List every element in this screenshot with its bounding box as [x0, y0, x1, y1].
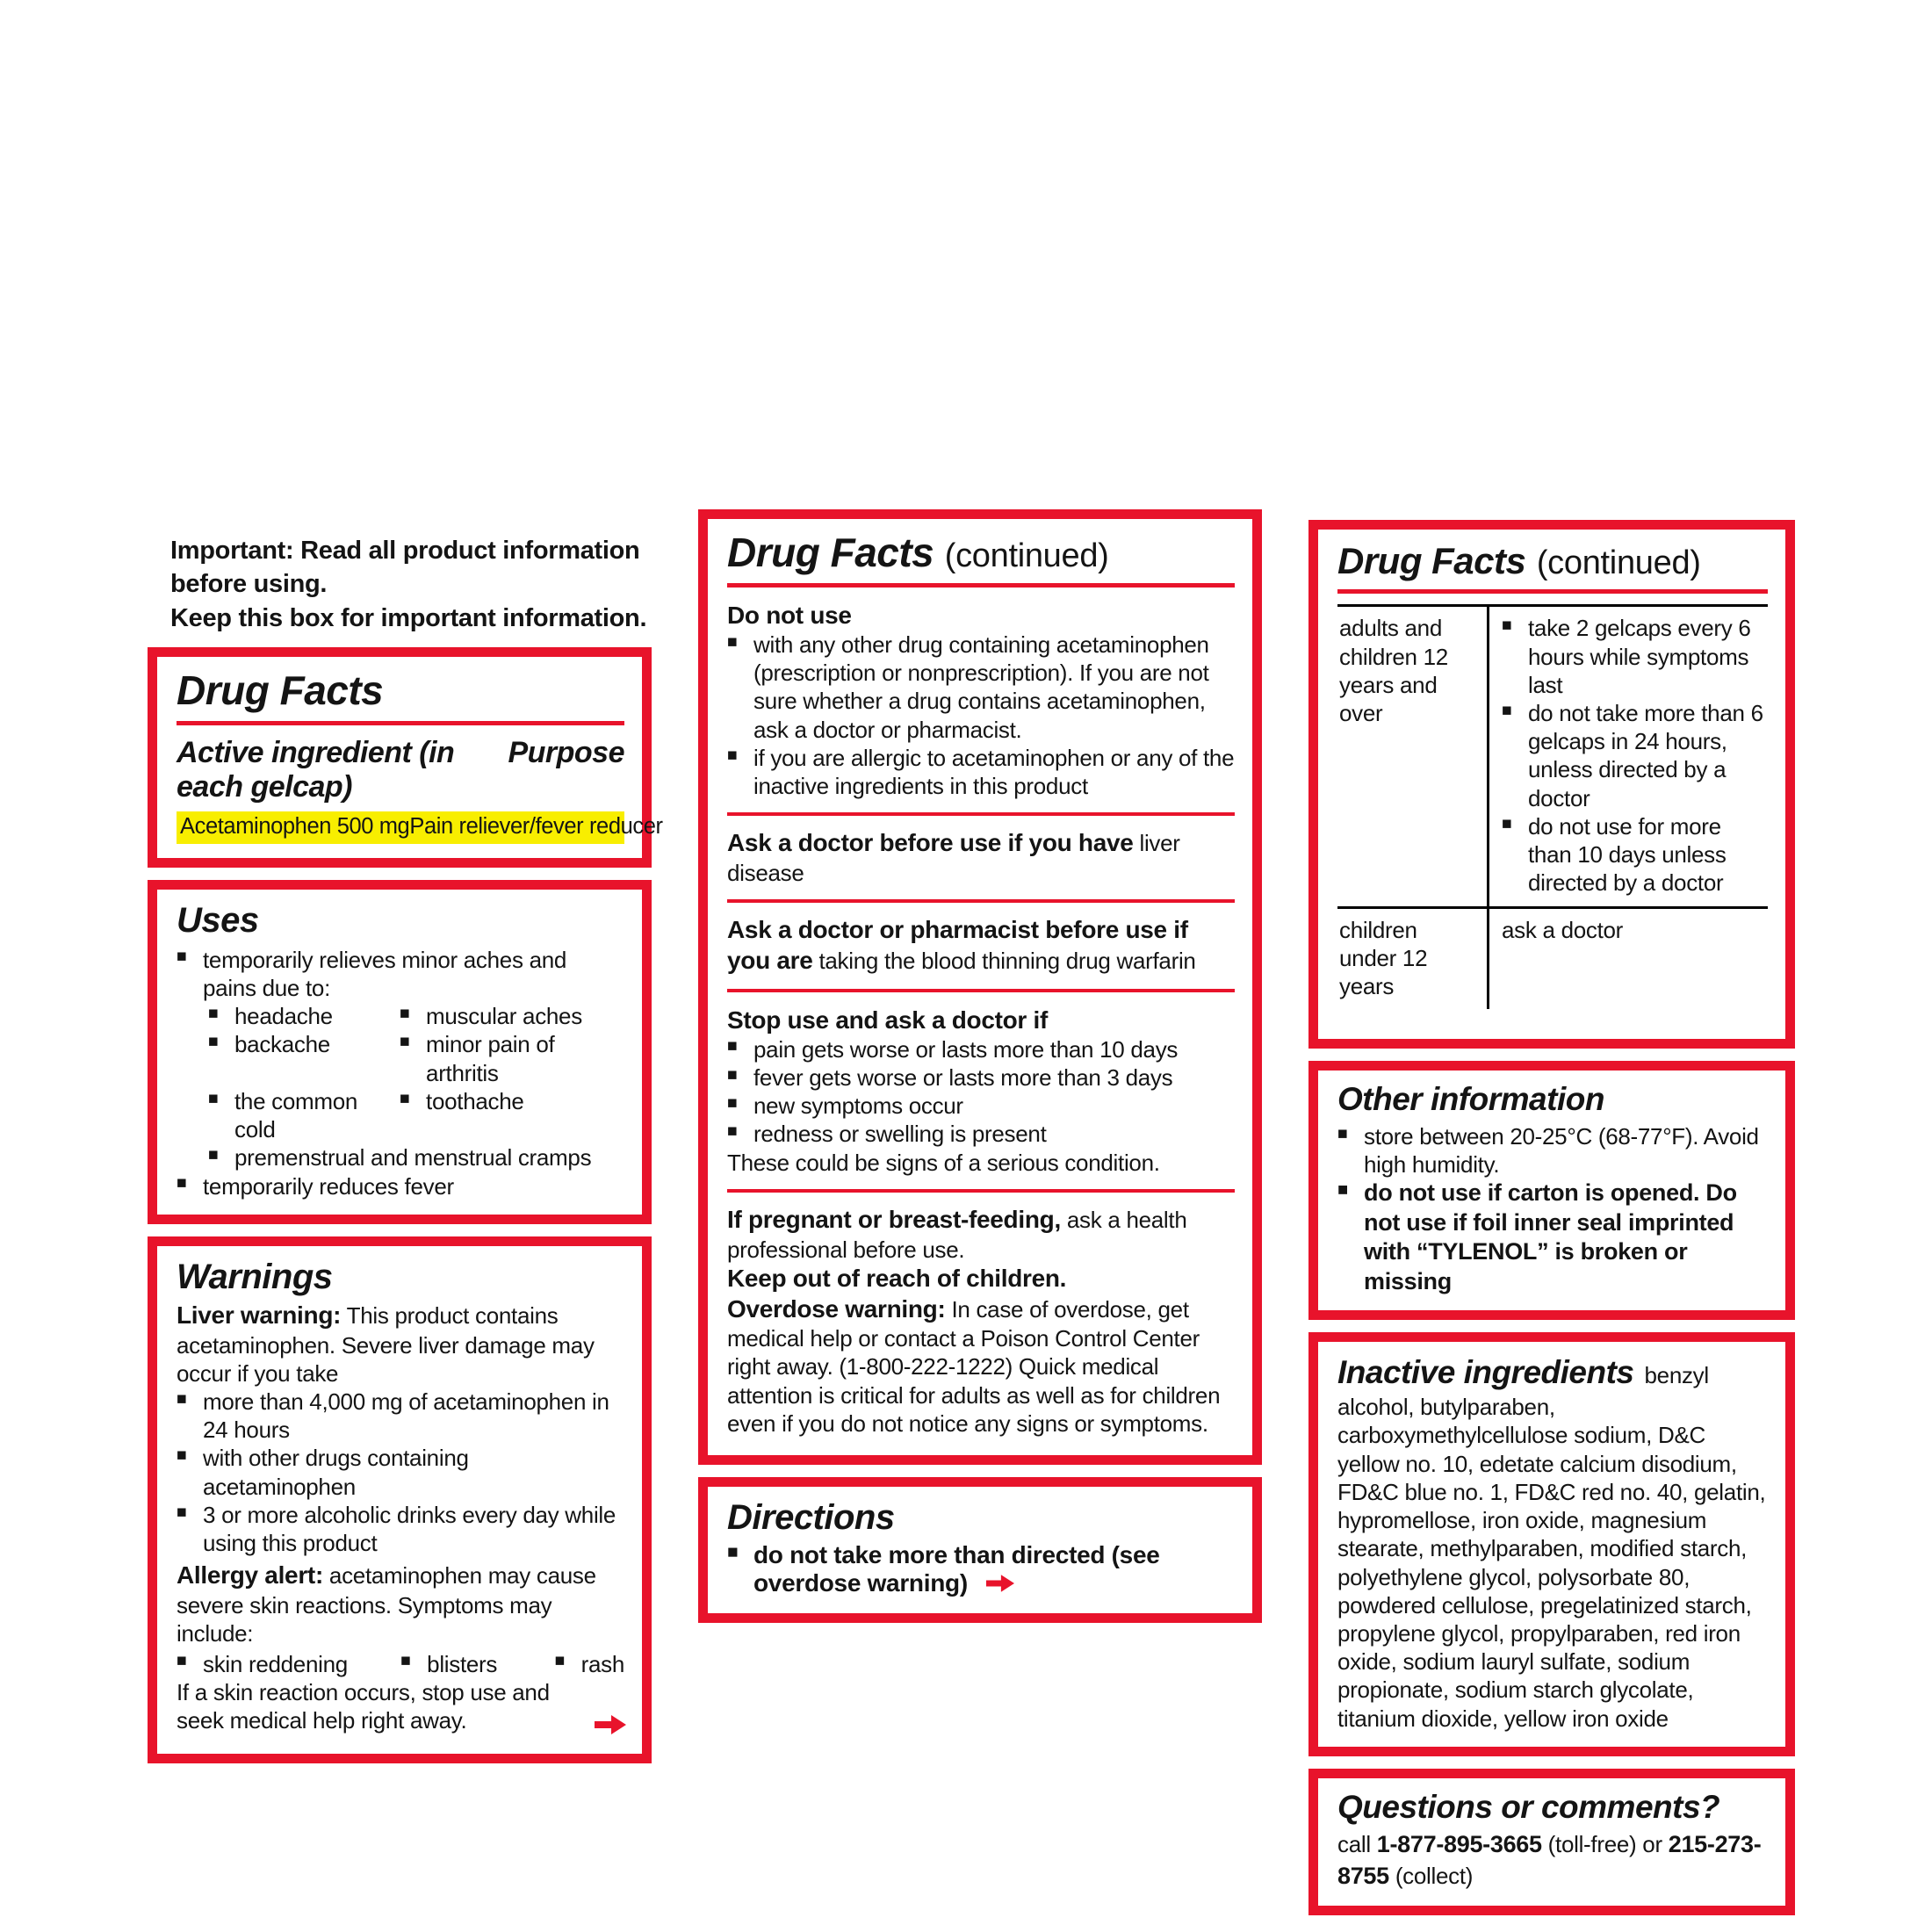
- warnings-box: [148, 1236, 652, 1763]
- dosage-row-label: adults and children 12 years and over: [1337, 607, 1487, 908]
- continue-arrow-icon: [595, 1714, 626, 1740]
- uses-title: Uses: [177, 900, 259, 940]
- important-note-line1: Important: Read all product information before using.: [170, 537, 640, 599]
- directions-box: [698, 1477, 1262, 1623]
- important-note-line2: Keep this box for important information.: [170, 603, 647, 632]
- phone2-suffix: (collect): [1395, 1862, 1474, 1889]
- dosage-row-label: children under 12 years: [1339, 916, 1428, 1000]
- overdose-rest: In case of overdose, get medical help or contact a Poison Control Center right away. (1-800-222-1222) Quick medical attention is critical for adults as well as for children even if you do not notice any signs or symptoms.: [727, 1295, 1221, 1437]
- phone-toll-free: 1-877-895-3665: [1376, 1831, 1542, 1858]
- divider: [1337, 589, 1768, 594]
- panel-left: [148, 534, 663, 1776]
- do-not-use-section: [727, 598, 1235, 804]
- allergy-symptom: ■ blisters: [400, 1650, 554, 1678]
- keep-out-of-reach: Keep out of reach of children.: [727, 1264, 1067, 1292]
- contact-line: [1337, 1829, 1768, 1891]
- divider: [727, 989, 1235, 992]
- panel-middle: [698, 509, 1262, 1635]
- pregnant-line: [727, 1205, 1235, 1264]
- do-not-use-heading: Do not use: [727, 601, 852, 629]
- dosage-box: [1308, 520, 1795, 1049]
- liver-warning-bullet: ■ 3 or more alcoholic drinks every day while using this product: [177, 1501, 624, 1557]
- dosage-row-content: ask a doctor: [1487, 909, 1768, 1010]
- stop-use-bullet: ■ new symptoms occur: [727, 1092, 1235, 1120]
- divider: [727, 812, 1235, 816]
- drug-facts-title: Drug Facts: [177, 667, 384, 713]
- drug-facts-continued-box: [698, 509, 1262, 1465]
- use-condition: ■ toothache: [400, 1087, 624, 1143]
- allergy-symptom: ■ skin reddening: [177, 1650, 400, 1678]
- stop-use-bullet: ■ pain gets worse or lasts more than 10 days: [727, 1035, 1235, 1063]
- drug-facts-box: [148, 647, 663, 868]
- use-condition: ■ the common cold: [208, 1087, 400, 1143]
- inactive-ingredients-box: [1308, 1332, 1795, 1756]
- continued-label: (continued): [944, 537, 1109, 574]
- liver-warning-bullet: ■ more than 4,000 mg of acetaminophen in 24 hours: [177, 1388, 624, 1444]
- allergy-alert: [177, 1561, 624, 1647]
- stop-use-bullet: ■ redness or swelling is present: [727, 1120, 1235, 1148]
- stop-use-footer: These could be signs of a serious condition.: [727, 1149, 1160, 1176]
- directions-bullet-text: do not take more than directed (see overdose warning): [753, 1541, 1160, 1597]
- active-ingredient-heading-row: [177, 736, 624, 804]
- warnings-title: Warnings: [177, 1257, 333, 1296]
- use-condition: ■ muscular aches: [400, 1002, 624, 1030]
- phone-collect: 215-273-8755: [1337, 1831, 1762, 1889]
- allergy-alert-text: acetaminophen may cause severe skin reactions. Symptoms may include:: [177, 1562, 596, 1647]
- drug-facts-continued-title: [1337, 540, 1768, 582]
- active-ingredient-highlight: [177, 811, 663, 844]
- ask-pharmacist-rest: taking the blood thinning drug warfarin: [818, 947, 1196, 974]
- continued-label: (continued): [1536, 544, 1701, 581]
- allergy-symptom: ■ rash: [555, 1650, 624, 1678]
- questions-title: Questions or comments?: [1337, 1788, 1720, 1825]
- divider: [727, 899, 1235, 903]
- liver-warning-text: This product contains acetaminophen. Severe liver damage may occur if you take: [177, 1301, 595, 1387]
- storage-bullet: ■ store between 20-25°C (68-77°F). Avoid high humidity.: [1337, 1122, 1768, 1179]
- use-condition: ■ backache: [208, 1030, 400, 1086]
- divider: [727, 1189, 1235, 1193]
- divider: [177, 721, 624, 725]
- directions-bullet: [727, 1541, 1235, 1599]
- drug-facts-title: Drug Facts: [1337, 540, 1526, 581]
- panel-right: [1308, 520, 1795, 1915]
- questions-box: [1308, 1769, 1795, 1915]
- overdose-warning: [727, 1294, 1235, 1438]
- use-condition: ■ minor pain of arthritis: [400, 1030, 624, 1086]
- pregnant-rest: ask a health professional before use.: [727, 1206, 1187, 1263]
- ask-doctor-section: [727, 826, 1235, 890]
- directions-title: Directions: [727, 1498, 895, 1538]
- overdose-bold: Overdose warning:: [727, 1294, 946, 1323]
- stop-use-bullet: ■ fever gets worse or lasts more than 3 days: [727, 1063, 1235, 1092]
- purpose-heading: Purpose: [508, 735, 624, 769]
- inactive-ingredients-text: benzyl alcohol, butylparaben, carboxymethylcellulose sodium, D&C yellow no. 10, edetate calcium disodium, FD&C blue no. 1, FD&C red no. 40, gelatin, hypromellose, iron oxide, magnesium stearate, methylparaben, modified starch, polyethylene glycol, polysorbate 80, powdered cellulose, pregelatinized starch, propylene glycol, propylparaben, red iron oxide, sodium lauryl sulfate, sodium propionate, sodium starch glycolate, titanium dioxide, yellow iron oxide: [1337, 1362, 1766, 1732]
- uses-conditions: [208, 1002, 624, 1143]
- do-not-use-bullet: ■ with any other drug containing acetaminophen (prescription or nonprescription). If you are not sure whether a drug contains acetaminophen, ask a doctor or pharmacist.: [727, 631, 1235, 744]
- liver-warning-bullet: ■ with other drugs containing acetaminophen: [177, 1444, 624, 1500]
- other-information-title: Other information: [1337, 1081, 1604, 1118]
- ask-pharmacist-section: [727, 913, 1235, 979]
- allergy-alert-label: Allergy alert:: [177, 1561, 323, 1590]
- dosage-bullet: ■ take 2 gelcaps every 6 hours while symptoms last: [1502, 614, 1768, 699]
- drug-facts-title: Drug Facts: [727, 530, 934, 575]
- stop-use-section: [727, 1003, 1235, 1180]
- dosage-bullet: ■ do not use for more than 10 days unless directed by a doctor: [1502, 812, 1768, 898]
- uses-last-bullet: ■ temporarily reduces fever: [177, 1172, 624, 1200]
- skin-reaction-note: If a skin reaction occurs, stop use and seek medical help right away.: [177, 1678, 550, 1734]
- stop-use-heading: Stop use and ask a doctor if: [727, 1006, 1049, 1034]
- inactive-ingredients-title: Inactive ingredients: [1337, 1354, 1634, 1391]
- dosage-bullet: ■ do not take more than 6 gelcaps in 24 hours, unless directed by a doctor: [1502, 699, 1768, 812]
- phone1-suffix: (toll-free) or: [1547, 1831, 1662, 1858]
- drug-facts-continued-title: [727, 530, 1235, 576]
- use-condition: ■ premenstrual and menstrual cramps: [208, 1143, 624, 1171]
- use-condition: ■ headache: [208, 1002, 400, 1030]
- pregnant-bold: If pregnant or breast-feeding,: [727, 1205, 1061, 1233]
- other-information-box: [1308, 1061, 1795, 1320]
- uses-lead-bullet: ■ temporarily relieves minor aches and pains due to:: [177, 946, 624, 1002]
- active-ingredient-heading: Active ingredient (in each gelcap): [177, 735, 455, 804]
- ingredient-name: Acetaminophen 500 mg: [180, 813, 410, 839]
- inactive-ingredients: [1337, 1352, 1768, 1733]
- ingredient-purpose: Pain reliever/fever reducer: [409, 813, 663, 839]
- seal-warning-bullet: ■ do not use if carton is opened. Do not use if foil inner seal imprinted with “TYLENOL” is broken or missing: [1337, 1179, 1768, 1296]
- liver-warning: [177, 1301, 624, 1388]
- do-not-use-bullet: ■ if you are allergic to acetaminophen or any of the inactive ingredients in this product: [727, 744, 1235, 800]
- divider: [727, 583, 1235, 588]
- pregnancy-section: [727, 1203, 1235, 1441]
- allergy-symptoms: [177, 1650, 624, 1678]
- call-label: call: [1337, 1831, 1371, 1858]
- continue-arrow-icon: [986, 1571, 1014, 1599]
- important-note: [148, 534, 652, 635]
- ask-doctor-bold: Ask a doctor before use if you have: [727, 829, 1134, 857]
- dosage-row-content: [1487, 607, 1768, 908]
- liver-warning-label: Liver warning:: [177, 1301, 342, 1329]
- dosage-table: [1337, 604, 1768, 1009]
- uses-box: [148, 880, 652, 1224]
- ask-pharmacist-bold: Ask a doctor or pharmacist before use if you are: [727, 916, 1188, 974]
- ask-doctor-rest: liver disease: [727, 830, 1180, 887]
